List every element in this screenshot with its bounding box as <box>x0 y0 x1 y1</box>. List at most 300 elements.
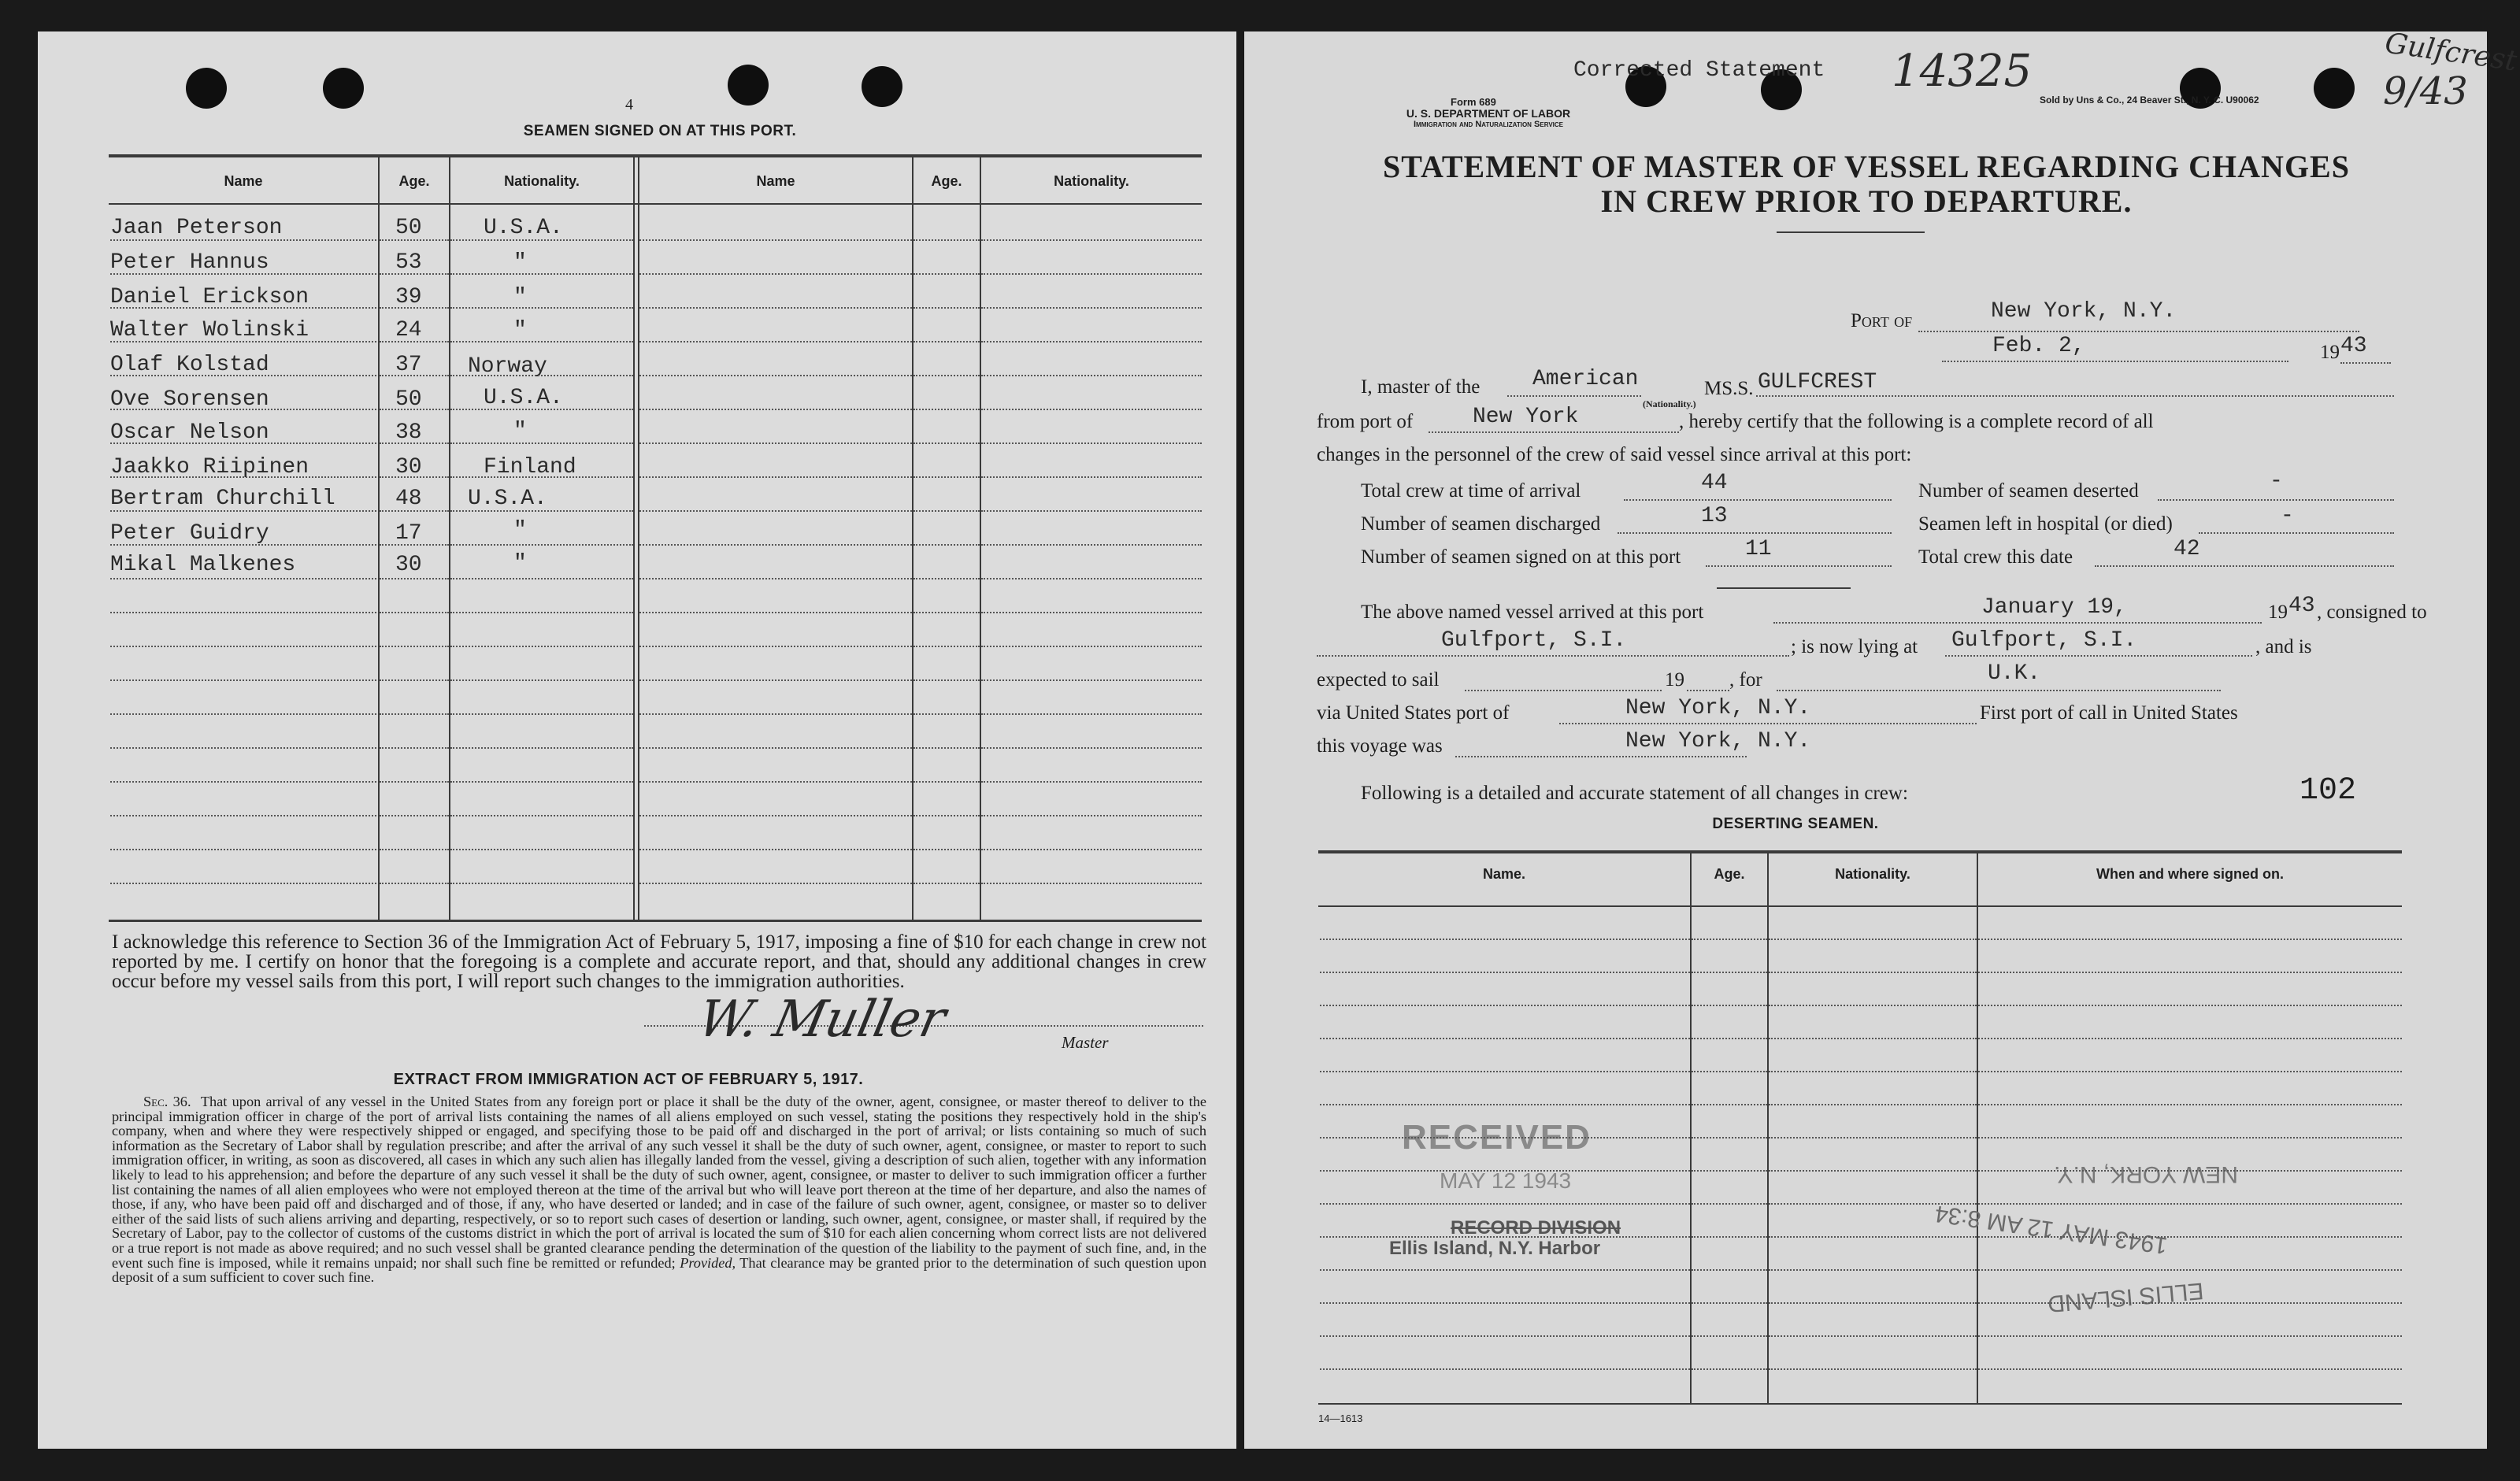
separator <box>1717 587 1851 589</box>
row-rule <box>914 442 980 444</box>
signed-on-label: Number of seamen signed on at this port <box>1361 546 1681 568</box>
row-rule <box>914 679 980 681</box>
row-rule <box>450 476 633 478</box>
row-rule <box>639 849 912 850</box>
row-rule <box>450 544 633 546</box>
department: U. S. DEPARTMENT OF LABOR <box>1406 107 1571 120</box>
row-rule <box>981 612 1202 613</box>
row-rule <box>639 612 912 613</box>
column-divider <box>633 157 635 921</box>
arrived-date: January 19, <box>1981 595 2127 620</box>
row-rule <box>380 815 449 816</box>
desert-row-rule <box>1692 1038 1767 1039</box>
row-rule <box>450 442 633 444</box>
row-rule <box>110 442 376 444</box>
desert-row-rule <box>1320 1137 1690 1139</box>
row-rule <box>981 646 1202 647</box>
row-rule <box>639 544 912 546</box>
seaman-name: Mikal Malkenes <box>110 553 296 577</box>
row-rule <box>981 307 1202 309</box>
row-rule <box>450 713 633 715</box>
total-crew-arrival-line <box>1624 499 1892 501</box>
seaman-age: 30 <box>395 553 422 577</box>
row-rule <box>380 409 449 410</box>
corner-note-date: 9/43 <box>2383 69 2468 113</box>
nationality-value: American <box>1532 367 1639 391</box>
punch-hole <box>728 65 769 106</box>
desert-row-rule <box>1978 1071 2402 1072</box>
desert-row-rule <box>1769 1269 1977 1271</box>
hospital-line <box>2199 532 2394 534</box>
row-rule <box>110 273 376 275</box>
seaman-name: Walter Wolinski <box>110 318 309 342</box>
seaman-nationality: " <box>513 318 527 342</box>
nationality-caption: (Nationality.) <box>1643 398 1696 409</box>
row-rule <box>914 646 980 647</box>
header-age: Age. <box>398 173 430 189</box>
section-title: SEAMEN SIGNED ON AT THIS PORT. <box>523 123 797 139</box>
left-page <box>38 31 1236 1449</box>
consigned-label: , consigned to <box>2317 602 2427 623</box>
desert-row-rule <box>1320 1005 1690 1006</box>
row-rule <box>450 375 633 376</box>
arrived-year: 43 <box>2288 594 2315 618</box>
deserting-title: DESERTING SEAMEN. <box>1712 816 1879 832</box>
row-rule <box>914 883 980 884</box>
following-label: Following is a detailed and accurate statement of all changes in crew: <box>1361 783 1908 804</box>
row-rule <box>914 341 980 342</box>
seaman-age: 38 <box>395 420 422 445</box>
row-rule <box>380 578 449 579</box>
extract-title: EXTRACT FROM IMMIGRATION ACT OF FEBRUARY 5, 1917. <box>393 1071 864 1088</box>
row-rule <box>450 849 633 850</box>
from-port-label: from port of <box>1317 411 1414 432</box>
master-signature: W. Muller <box>693 990 951 1049</box>
desert-row-rule <box>1978 1203 2402 1205</box>
seaman-nationality: " <box>513 285 527 309</box>
row-rule <box>450 883 633 884</box>
row-rule <box>639 239 912 241</box>
row-rule <box>914 849 980 850</box>
desert-row-rule <box>1320 939 1690 940</box>
row-rule <box>380 544 449 546</box>
page-number: 4 <box>625 96 633 113</box>
table-top-rule <box>109 154 1202 157</box>
row-rule <box>639 510 912 512</box>
seaman-age: 37 <box>395 353 422 377</box>
desert-col-divider <box>1690 853 1692 1405</box>
service: Immigration and Naturalization Service <box>1413 120 1563 129</box>
row-rule <box>639 409 912 410</box>
row-rule <box>639 713 912 715</box>
desert-row-rule <box>1978 1005 2402 1006</box>
desert-header-name: Name. <box>1482 866 1526 882</box>
row-rule <box>450 510 633 512</box>
row-rule <box>981 815 1202 816</box>
total-crew-date-label: Total crew this date <box>1918 546 2073 568</box>
row-rule <box>639 307 912 309</box>
corrected-statement-number: 14325 <box>1892 46 2033 97</box>
voyage-label: this voyage was <box>1317 735 1443 757</box>
row-rule <box>110 713 376 715</box>
lying-label: ; is now lying at <box>1791 636 1918 657</box>
row-rule <box>450 646 633 647</box>
row-rule <box>380 307 449 309</box>
seaman-name: Jaan Peterson <box>110 216 283 240</box>
row-rule <box>450 781 633 783</box>
vessel-name: GULFCREST <box>1758 370 1877 394</box>
hospital-label: Seamen left in hospital (or died) <box>1918 513 2173 535</box>
seaman-nationality: " <box>513 250 527 275</box>
via-line <box>1559 723 1977 724</box>
row-rule <box>639 375 912 376</box>
desert-row-rule <box>1692 1104 1767 1105</box>
row-rule <box>450 273 633 275</box>
desert-row-rule <box>1769 1170 1977 1172</box>
seaman-nationality: " <box>513 518 527 542</box>
row-rule <box>639 476 912 478</box>
date-line <box>1942 361 2288 362</box>
deserted-label: Number of seamen deserted <box>1918 480 2139 502</box>
row-rule <box>914 815 980 816</box>
seaman-nationality: Norway <box>468 354 547 379</box>
row-rule <box>380 713 449 715</box>
row-rule <box>981 679 1202 681</box>
desert-col-divider <box>1767 853 1769 1405</box>
table-bottom-rule <box>109 920 1202 922</box>
row-rule <box>110 849 376 850</box>
desert-row-rule <box>1978 1104 2402 1105</box>
arrived-year-prefix: 19 <box>2268 602 2288 623</box>
from-port-value: New York <box>1473 405 1579 429</box>
desert-row-rule <box>1692 1368 1767 1370</box>
and-is-label: , and is <box>2255 636 2312 657</box>
header-age: Age. <box>931 173 962 189</box>
master-of-the-label: I, master of the <box>1361 376 1480 398</box>
total-crew-date-line <box>2095 565 2394 567</box>
row-rule <box>639 679 912 681</box>
row-rule <box>380 442 449 444</box>
ellis-island-stamp: Ellis Island, N.Y. Harbor <box>1389 1238 1601 1259</box>
column-divider <box>912 157 914 921</box>
desert-table-bottom <box>1318 1403 2402 1405</box>
desert-row-rule <box>1692 1170 1767 1172</box>
punch-hole <box>2314 68 2355 109</box>
printer-imprint: Sold by Uns & Co., 24 Beaver St., N. Y. C. U90062 <box>2040 94 2259 106</box>
discharged-label: Number of seamen discharged <box>1361 513 1601 535</box>
certify-text: , hereby certify that the following is a complete record of all <box>1679 411 2154 432</box>
row-rule <box>110 375 376 376</box>
row-rule <box>450 612 633 613</box>
voyage-line <box>1455 756 1747 757</box>
seaman-nationality: " <box>513 551 527 576</box>
master-label: Master <box>1062 1033 1109 1052</box>
extract-section: Sec. 36. <box>143 1094 191 1109</box>
column-divider <box>378 157 380 921</box>
date-value: Feb. 2, <box>1992 334 2085 358</box>
desert-header-age: Age. <box>1714 866 1745 882</box>
total-crew-date: 42 <box>2174 537 2200 561</box>
row-rule <box>110 307 376 309</box>
row-rule <box>981 273 1202 275</box>
row-rule <box>380 747 449 749</box>
received-stamp-date: MAY 12 1943 <box>1440 1168 1572 1193</box>
seaman-nationality: U.S.A. <box>468 487 547 511</box>
received-stamp: RECEIVED <box>1402 1118 1592 1157</box>
desert-row-rule <box>1692 972 1767 973</box>
desert-row-rule <box>1320 1368 1690 1370</box>
vessel-prefix: MS.S. <box>1704 378 1754 399</box>
desert-row-rule <box>1692 1269 1767 1271</box>
seaman-age: 50 <box>395 216 422 240</box>
row-rule <box>110 747 376 749</box>
desert-row-rule <box>1769 1038 1977 1039</box>
row-rule <box>110 476 376 478</box>
desert-header-signed-on: When and where signed on. <box>2096 866 2285 882</box>
desert-row-rule <box>1769 1236 1977 1238</box>
desert-row-rule <box>1978 1137 2402 1139</box>
row-rule <box>110 409 376 410</box>
desert-row-rule <box>1320 972 1690 973</box>
row-rule <box>914 713 980 715</box>
consignee-value: Gulfport, S.I. <box>1441 628 1627 653</box>
seaman-name: Olaf Kolstad <box>110 353 269 377</box>
punch-hole <box>862 66 902 107</box>
row-rule <box>380 510 449 512</box>
deserted-value: - <box>2270 469 2283 494</box>
row-rule <box>639 815 912 816</box>
desert-row-rule <box>1769 972 1977 973</box>
arrived-line <box>1773 622 2262 624</box>
row-rule <box>914 273 980 275</box>
title-underline <box>1777 231 1925 233</box>
discharged-value: 13 <box>1701 504 1728 528</box>
row-rule <box>450 239 633 241</box>
desert-row-rule <box>1978 972 2402 973</box>
total-crew-arrival: 44 <box>1701 471 1728 495</box>
row-rule <box>110 341 376 342</box>
row-rule <box>914 578 980 579</box>
desert-row-rule <box>1320 1302 1690 1304</box>
row-rule <box>450 747 633 749</box>
destination-value: U.K. <box>1988 661 2041 686</box>
desert-row-rule <box>1978 1302 2402 1304</box>
via-label: via United States port of <box>1317 702 1510 724</box>
row-rule <box>639 747 912 749</box>
desert-row-rule <box>1769 1071 1977 1072</box>
lying-value: Gulfport, S.I. <box>1951 628 2137 653</box>
form-title-line2: IN CREW PRIOR TO DEPARTURE. <box>1600 183 2133 219</box>
page-reference: 102 <box>2300 773 2357 809</box>
seaman-age: 53 <box>395 250 422 275</box>
seaman-age: 30 <box>395 455 422 479</box>
arrived-label: The above named vessel arrived at this port <box>1361 602 1704 623</box>
postmark-date: 1943 MAY 12 AM 8:34 <box>1933 1200 2170 1259</box>
row-rule <box>914 375 980 376</box>
desert-row-rule <box>1978 1269 2402 1271</box>
row-rule <box>914 510 980 512</box>
row-rule <box>981 239 1202 241</box>
row-rule <box>981 442 1202 444</box>
sail-year-prefix: 19 <box>1665 669 1684 691</box>
desert-row-rule <box>1769 1203 1977 1205</box>
year-line <box>2340 362 2391 364</box>
row-rule <box>110 781 376 783</box>
desert-header-nationality: Nationality. <box>1835 866 1910 882</box>
row-rule <box>110 544 376 546</box>
row-rule <box>981 578 1202 579</box>
row-rule <box>914 409 980 410</box>
row-rule <box>639 273 912 275</box>
row-rule <box>639 781 912 783</box>
desert-row-rule <box>1692 1005 1767 1006</box>
year-value: 43 <box>2340 334 2367 358</box>
column-divider <box>449 157 450 921</box>
desert-row-rule <box>1320 1170 1690 1172</box>
header-name: Name <box>756 173 795 189</box>
row-rule <box>450 307 633 309</box>
from-port-line <box>1429 431 1679 433</box>
seaman-age: 50 <box>395 387 422 412</box>
expected-label: expected to sail <box>1317 669 1440 691</box>
desert-row-rule <box>1769 939 1977 940</box>
acknowledgement: I acknowledge this reference to Section 36 of the Immigration Act of February 5, 1917, imposing a fine of $10 for each change in crew not reported by me. I certify on honor that the foregoing is a complete and accurate report, and that, should any additional changes in crew occur before my vessel sails from this port, I will report such changes to the immigration authorities. <box>112 931 1206 992</box>
seaman-age: 39 <box>395 285 422 309</box>
seaman-age: 48 <box>395 487 422 511</box>
year-prefix: 19 <box>2320 342 2340 363</box>
row-rule <box>981 476 1202 478</box>
row-rule <box>380 239 449 241</box>
row-rule <box>914 781 980 783</box>
via-value: New York, N.Y. <box>1625 696 1811 720</box>
right-page <box>1244 27 2519 1449</box>
desert-col-divider <box>1977 853 1978 1405</box>
first-port-label: First port of call in United States <box>1980 702 2238 724</box>
desert-row-rule <box>1692 1335 1767 1337</box>
extract-text: That upon arrival of any vessel in the United States from any foreign port or place it shall be the duty of the owner, agent, consignee, or master thereof to deliver to the principal immigration officer in charge of the port of arrival lists containing the names of all aliens employed on such vessel, stating the positions they respectively hold in the ship's company, when and where they were respectively shipped or engaged, and specifying those to be paid off and discharged in the port of arrival; or lists containing so much of such information as the Secretary of Labor shall by regulation prescribe; and after the arrival of any such vessel it shall be the duty of such owner, agent, consignee, or master to report to such immigration officer, in writing, as soon as discovered, all cases in which any such alien has illegally landed from the vessel, giving a description of such alien, together with any information likely to lead to his apprehension; and before the departure of any such vessel it shall be the duty of such owner, agent, consignee, or master to deliver to such immigration officer a further list containing the names of all alien employees who were not employed thereon at the time of the arrival but who will leave port thereon at the time of her departure, and also the names of those, if any, who have been paid off and discharged and of those, if any, who have deserted or landed; and in case of the failure of such owner, agent, consignee, or master so to deliver either of the said lists of such aliens arriving and departing, respectively, or so to report such cases of desertion or landing, such owner, agent, consignee, or master shall, if required by the Secretary of Labor, pay to the collector of customs of the customs district in which the port of arrival is located the sum of $10 for each alien concerning whom correct lists are not delivered or a true report is not made as above required; and no such vessel shall be granted clearance pending the determination of the question of the liability to the payment of such fine, and, in the event such fine is imposed, while it remains unpaid; nor shall such fine be remitted or refunded; <box>112 1094 1206 1271</box>
nationality-line <box>1507 395 1641 397</box>
header-nationality: Nationality. <box>504 173 580 189</box>
row-rule <box>380 781 449 783</box>
row-rule <box>110 815 376 816</box>
column-divider <box>980 157 981 921</box>
vessel-line <box>1756 395 2394 397</box>
punch-hole <box>186 68 227 109</box>
row-rule <box>110 679 376 681</box>
desert-row-rule <box>1769 1137 1977 1139</box>
row-rule <box>639 883 912 884</box>
row-rule <box>981 781 1202 783</box>
seaman-name: Ove Sorensen <box>110 387 269 412</box>
desert-row-rule <box>1320 1104 1690 1105</box>
consignee-line <box>1317 655 1789 657</box>
postmark-location: ELLIS ISLAND <box>2046 1277 2205 1317</box>
seaman-name: Oscar Nelson <box>110 420 269 445</box>
seaman-nationality: Finland <box>484 455 576 479</box>
corner-note-vessel: Gulfcrest <box>2382 27 2519 78</box>
row-rule <box>380 646 449 647</box>
row-rule <box>981 341 1202 342</box>
row-rule <box>380 273 449 275</box>
desert-row-rule <box>1692 1137 1767 1139</box>
deserted-line <box>2158 499 2394 501</box>
row-rule <box>914 239 980 241</box>
lying-line <box>1945 655 2252 657</box>
hospital-value: - <box>2281 504 2294 528</box>
total-crew-arrival-label: Total crew at time of arrival <box>1361 480 1581 502</box>
desert-row-rule <box>1692 1203 1767 1205</box>
row-rule <box>380 679 449 681</box>
row-rule <box>914 544 980 546</box>
seaman-nationality: " <box>513 419 527 443</box>
row-rule <box>639 646 912 647</box>
seaman-nationality: U.S.A. <box>484 386 563 410</box>
row-rule <box>110 239 376 241</box>
postmark-city: NEW YORK, N.Y. <box>2054 1161 2238 1187</box>
form-number: Form 689 <box>1451 96 1496 108</box>
seaman-name: Peter Hannus <box>110 250 269 275</box>
record-division-stamp: RECORD DIVISION <box>1451 1217 1621 1238</box>
table-header-rule <box>109 203 1202 205</box>
row-rule <box>981 849 1202 850</box>
seaman-name: Daniel Erickson <box>110 285 309 309</box>
row-rule <box>914 747 980 749</box>
row-rule <box>110 883 376 884</box>
row-rule <box>110 612 376 613</box>
desert-row-rule <box>1692 1071 1767 1072</box>
row-rule <box>110 646 376 647</box>
row-rule <box>981 510 1202 512</box>
signed-on-value: 11 <box>1745 537 1772 561</box>
seaman-nationality: U.S.A. <box>484 216 563 240</box>
row-rule <box>981 747 1202 749</box>
row-rule <box>110 578 376 579</box>
port-of-line <box>1918 331 2359 332</box>
desert-table-top <box>1318 850 2402 853</box>
port-of-value: New York, N.Y. <box>1991 299 2177 324</box>
seaman-name: Peter Guidry <box>110 521 269 546</box>
desert-row-rule <box>1769 1335 1977 1337</box>
desert-row-rule <box>1320 1335 1690 1337</box>
desert-row-rule <box>1978 1170 2402 1172</box>
row-rule <box>914 307 980 309</box>
row-rule <box>914 612 980 613</box>
row-rule <box>110 510 376 512</box>
seaman-age: 24 <box>395 318 422 342</box>
row-rule <box>981 544 1202 546</box>
desert-row-rule <box>1769 1302 1977 1304</box>
row-rule <box>450 578 633 579</box>
desert-row-rule <box>1769 1104 1977 1105</box>
row-rule <box>450 679 633 681</box>
for-label: , for <box>1729 669 1762 691</box>
desert-row-rule <box>1320 1038 1690 1039</box>
desert-row-rule <box>1978 1335 2402 1337</box>
desert-row-rule <box>1692 939 1767 940</box>
row-rule <box>639 442 912 444</box>
seaman-name: Bertram Churchill <box>110 487 335 511</box>
seaman-age: 17 <box>395 521 422 546</box>
desert-row-rule <box>1978 1236 2402 1238</box>
extract-body <box>112 1094 1206 1285</box>
changes-text: changes in the personnel of the crew of said vessel since arrival at this port: <box>1317 444 1912 465</box>
desert-row-rule <box>1978 1038 2402 1039</box>
desert-row-rule <box>1320 1269 1690 1271</box>
discharged-line <box>1618 532 1892 534</box>
column-divider <box>638 157 639 921</box>
row-rule <box>380 849 449 850</box>
form-title-line1: STATEMENT OF MASTER OF VESSEL REGARDING CHANGES <box>1383 149 2350 184</box>
